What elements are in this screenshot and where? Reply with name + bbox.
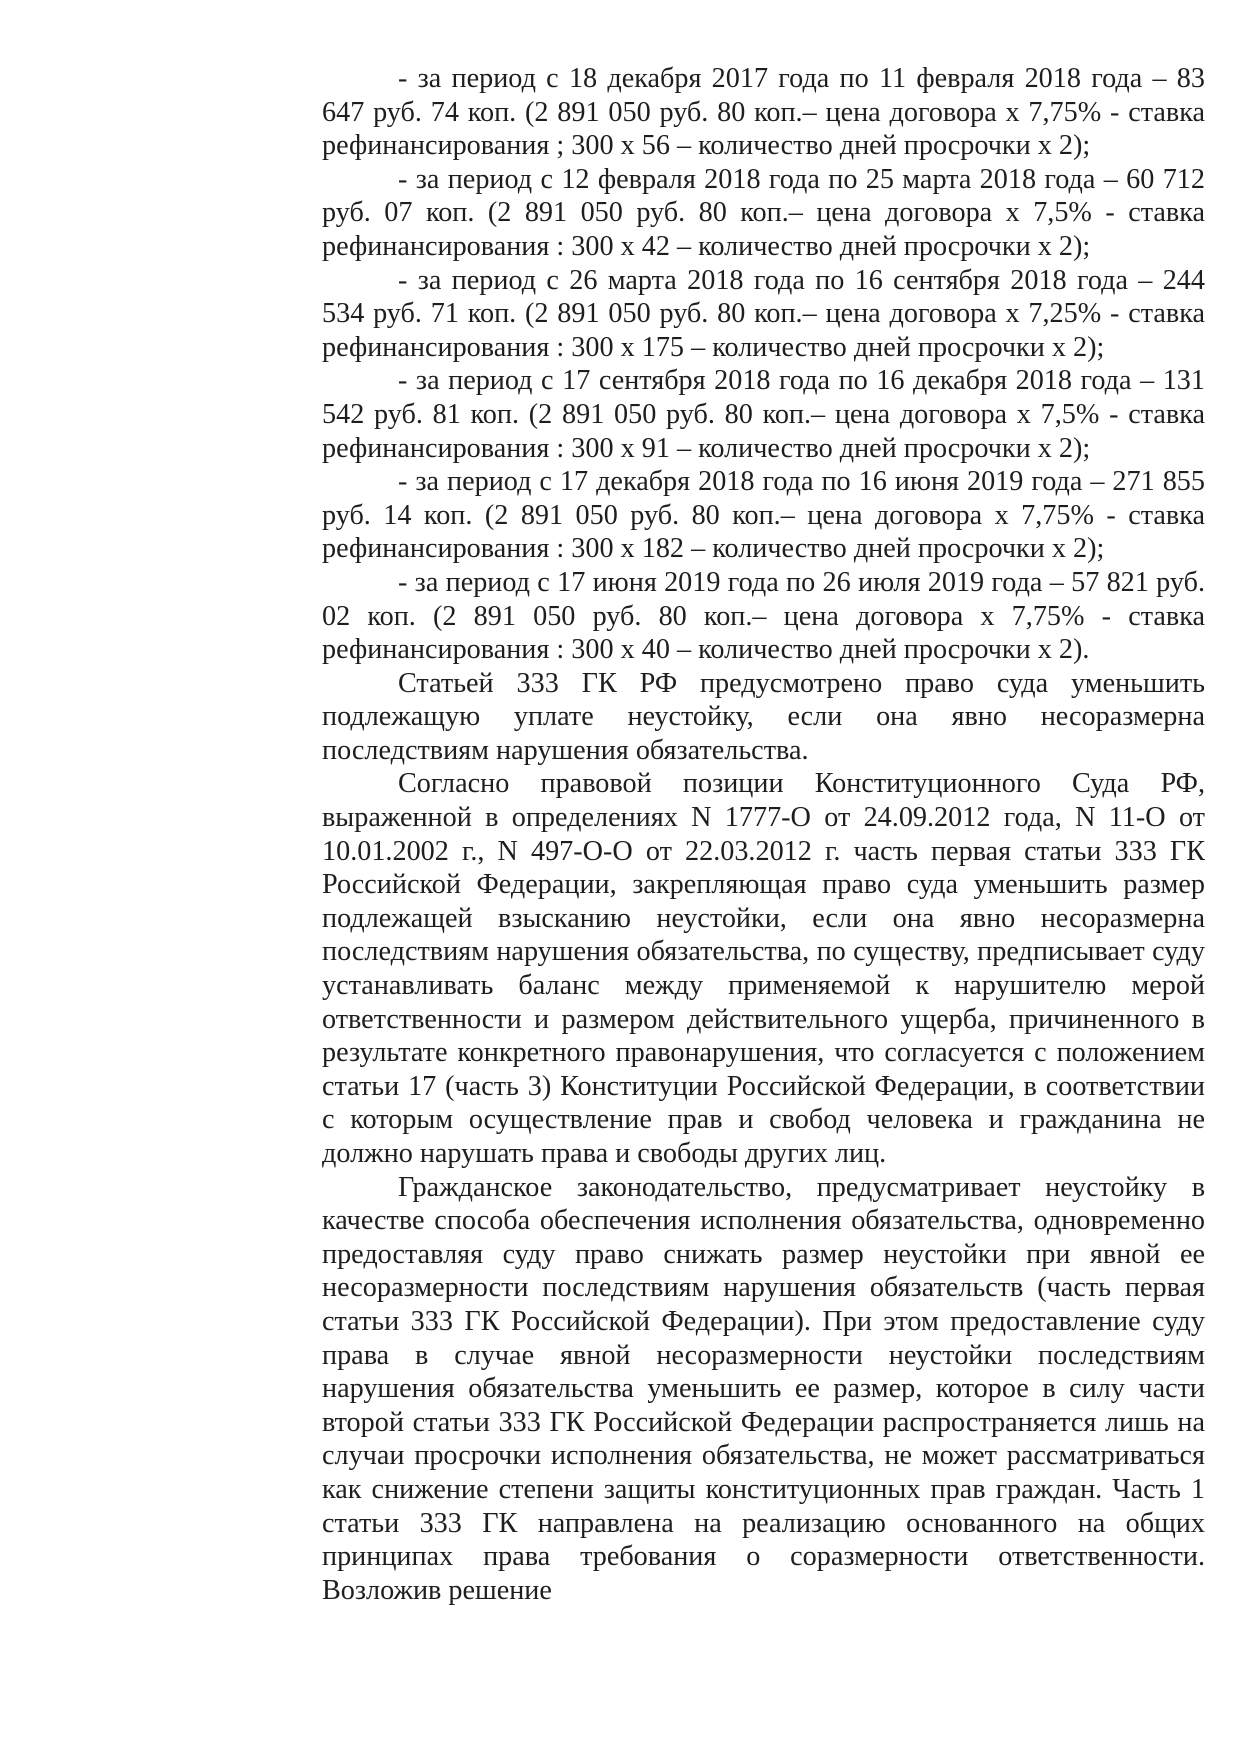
document-body (322, 62, 1205, 1607)
penalty-period-5: - за период с 17 декабря 2018 года по 16 июня 2019 года – 271 855 руб. 14 коп. (2 891 050 руб. 80 коп.– цена договора х 7,75% - ставка рефинансирования : 300 х 182 – количество дней просрочки х 2); (322, 466, 1205, 565)
constitutional-court-paragraph: Согласно правовой позиции Конституционного Суда РФ, выраженной в определениях N 1777-О от 24.09.2012 года, N 11-О от 10.01.2002 г., N 497-О-О от 22.03.2012 г. часть первая статьи 333 ГК Российской Федерации, закрепляющая право суда уменьшить размер подлежащей взысканию неустойки, если она явно несоразмерна последствиям нарушения обязательства, по существу, предписывает суду устанавливать баланс между применяемой к нарушителю мерой ответственности и размером действительного ущерба, причиненного в результате конкретного правонарушения, что согласуется с положением статьи 17 (часть 3) Конституции Российской Федерации, в соответствии с которым осуществление прав и свобод человека и гражданина не должно нарушать права и свободы других лиц. (322, 768, 1205, 1169)
penalty-period-2: - за период с 12 февраля 2018 года по 25 марта 2018 года – 60 712 руб. 07 коп. (2 891 050 руб. 80 коп.– цена договора х 7,5% - ставка рефинансирования : 300 х 42 – количество дней просрочки х 2); (322, 163, 1205, 262)
penalty-period-3: - за период с 26 марта 2018 года по 16 сентября 2018 года – 244 534 руб. 71 коп. (2 891 050 руб. 80 коп.– цена договора х 7,25% - ставка рефинансирования : 300 х 175 – количество дней просрочки х 2); (322, 264, 1205, 363)
article-333-paragraph: Статьей 333 ГК РФ предусмотрено право суда уменьшить подлежащую уплате неустойку, если она явно несоразмерна последствиям нарушения обязательства. (322, 667, 1205, 766)
civil-law-paragraph: Гражданское законодательство, предусматривает неустойку в качестве способа обеспечения исполнения обязательства, одновременно предоставляя суду право снижать размер неустойки при явной ее несоразмерности последствиям нарушения обязательств (часть первая статьи 333 ГК Российской Федерации). При этом предоставление суду права в случае явной несоразмерности неустойки последствиям нарушения обязательства уменьшить ее размер, которое в силу части второй статьи 333 ГК Российской Федерации распространяется лишь на случаи просрочки исполнения обязательства, не может рассматриваться как снижение степени защиты конституционных прав граждан. Часть 1 статьи 333 ГК направлена на реализацию основанного на общих принципах права требования о соразмерности ответственности. Возложив решение (322, 1171, 1205, 1606)
penalty-period-1: - за период с 18 декабря 2017 года по 11 февраля 2018 года – 83 647 руб. 74 коп. (2 891 050 руб. 80 коп.– цена договора х 7,75% - ставка рефинансирования ; 300 х 56 – количество дней просрочки х 2); (322, 63, 1205, 162)
penalty-period-6: - за период с 17 июня 2019 года по 26 июля 2019 года – 57 821 руб. 02 коп. (2 891 050 руб. 80 коп.– цена договора х 7,75% - ставка рефинансирования : 300 х 40 – количество дней просрочки х 2). (322, 566, 1205, 666)
penalty-period-4: - за период с 17 сентября 2018 года по 16 декабря 2018 года – 131 542 руб. 81 коп. (2 891 050 руб. 80 коп.– цена договора х 7,5% - ставка рефинансирования : 300 х 91 – количество дней просрочки х 2); (322, 365, 1205, 464)
